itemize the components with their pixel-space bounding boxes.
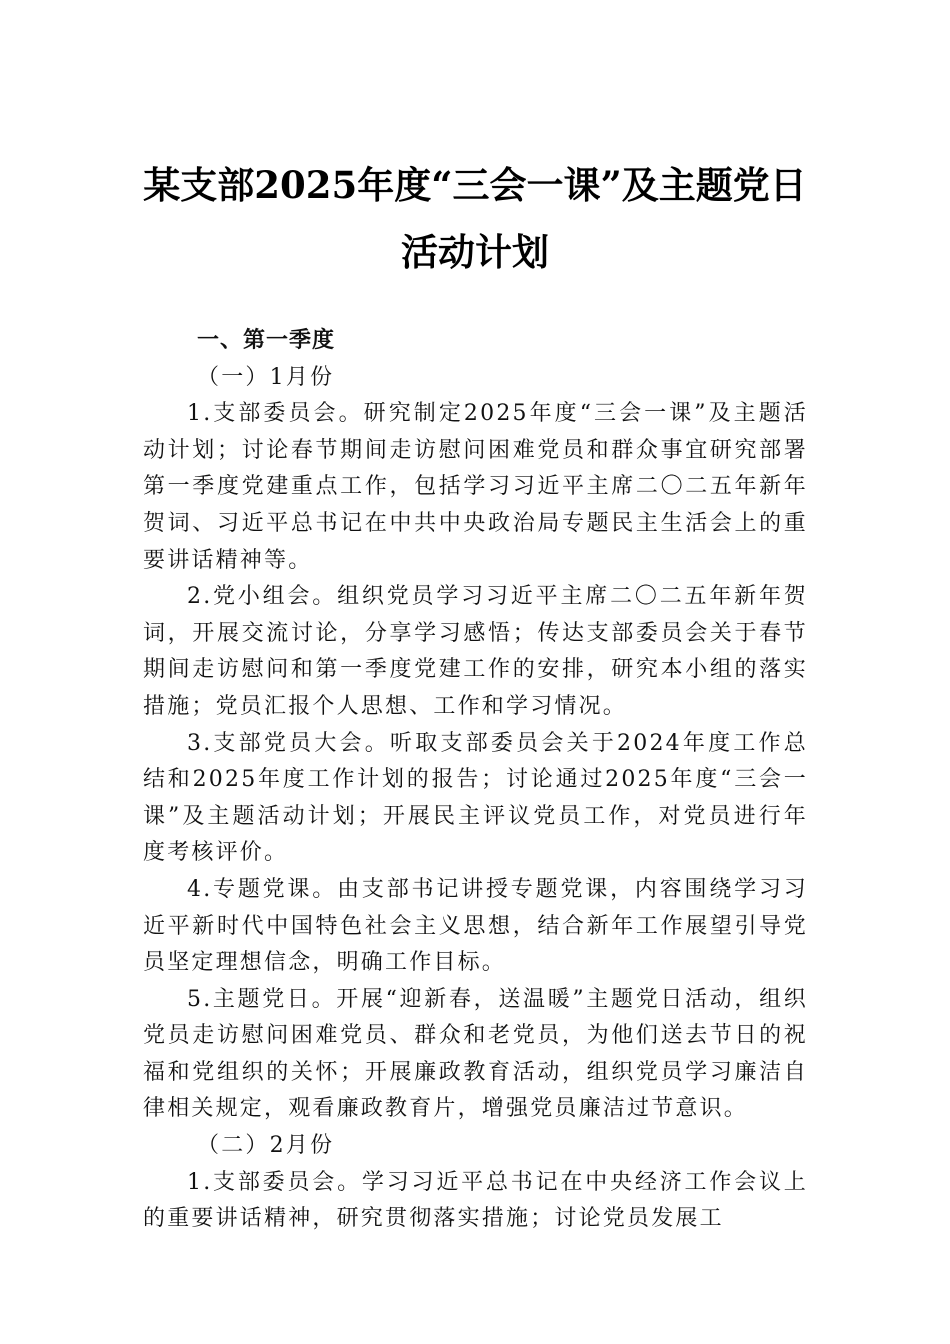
paragraph: 1.支部委员会。学习习近平总书记在中央经济工作会议上的重要讲话精神，研究贯彻落实措施；讨论党员发展工	[143, 1169, 808, 1232]
paragraph: 2.党小组会。组织党员学习习近平主席二〇二五年新年贺词，开展交流讨论，分享学习感悟；传达支部委员会关于春节期间走访慰问和第一季度党建工作的安排，研究本小组的落实措施；党员汇报个人思想、工作和学习情况。	[143, 584, 808, 719]
document-title-line-2: 活动计划	[401, 230, 549, 274]
subsection-heading: （一）1月份	[197, 364, 335, 390]
document-title-line-1: 某支部2025年度“三会一课”及主题党日	[143, 163, 807, 207]
subsection-heading: （二）2月份	[197, 1133, 335, 1159]
document-body	[143, 323, 808, 1238]
section-heading: 一、第一季度	[197, 328, 336, 353]
paragraph: 5.主题党日。开展“迎新春，送温暖”主题党日活动，组织党员走访慰问困难党员、群众和老党员，为他们送去节日的祝福和党组织的关怀；开展廉政教育活动，组织党员学习廉洁自律相关规定，观看廉政教育片，增强党员廉洁过节意识。	[143, 986, 808, 1122]
paragraph: 1.支部委员会。研究制定2025年度“三会一课”及主题活动计划；讨论春节期间走访慰问困难党员和群众事宜研究部署第一季度党建重点工作，包括学习习近平主席二〇二五年新年贺词、习近平总书记在中共中央政治局专题民主生活会上的重要讲话精神等。	[143, 401, 808, 573]
paragraph: 3.支部党员大会。听取支部委员会关于2024年度工作总结和2025年度工作计划的报告；讨论通过2025年度“三会一课”及主题活动计划；开展民主评议党员工作，对党员进行年度考核评价。	[143, 730, 808, 866]
paragraph: 4.专题党课。由支部书记讲授专题党课，内容围绕学习习近平新时代中国特色社会主义思想，结合新年工作展望引导党员坚定理想信念，明确工作目标。	[143, 876, 808, 976]
